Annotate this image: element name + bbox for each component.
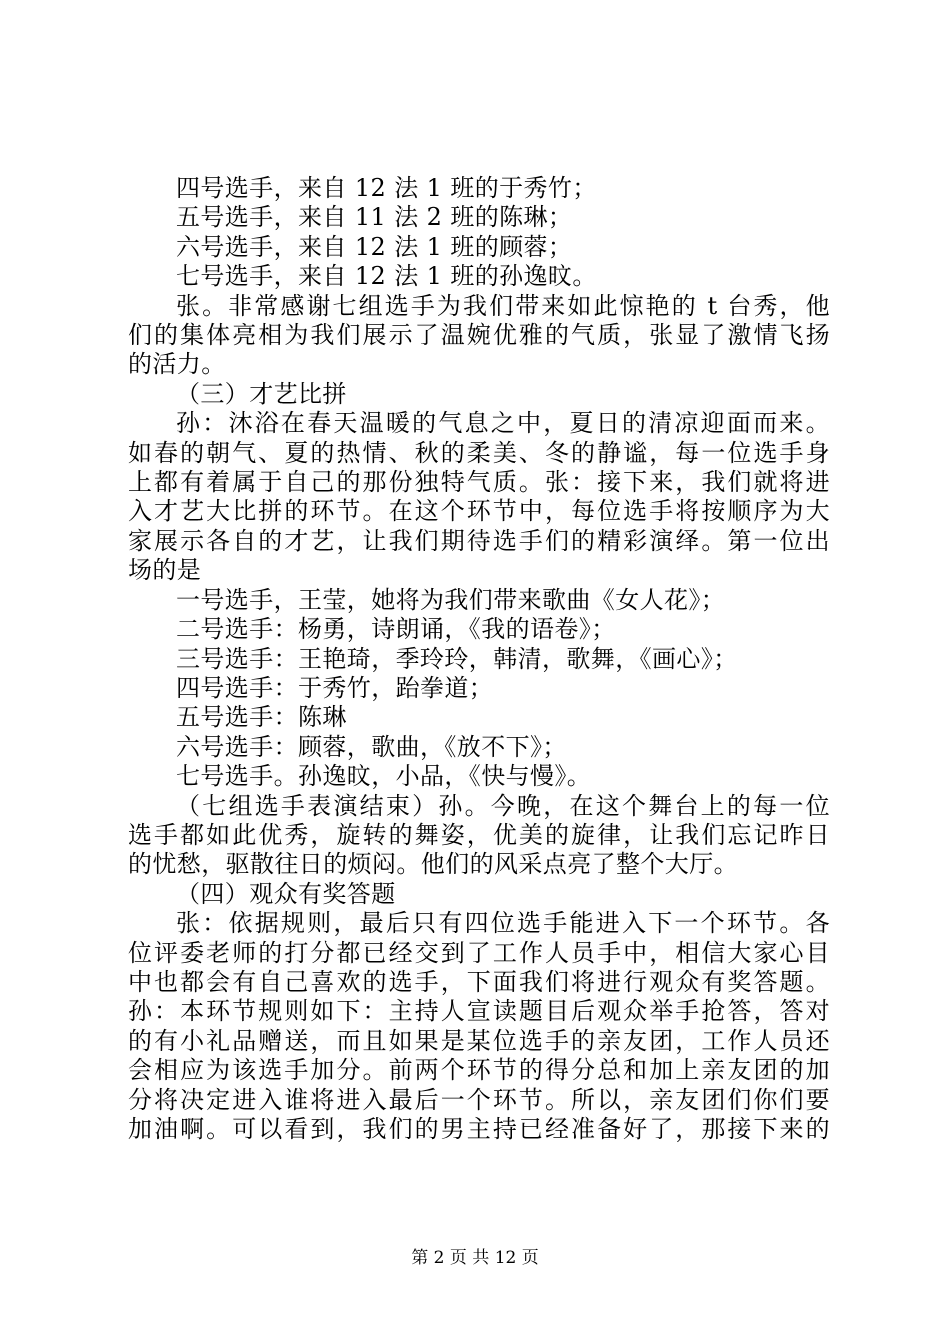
text-line: 五号选手，来自 11 法 2 班的陈琳； bbox=[176, 203, 573, 232]
text-line: 五号选手：陈琳 bbox=[176, 703, 347, 732]
text-line: 中也都会有自己喜欢的选手，下面我们将进行观众有奖答题。 bbox=[128, 967, 830, 996]
text-line: （四）观众有奖答题 bbox=[176, 879, 396, 908]
document-body bbox=[128, 174, 830, 1144]
text-line: 如春的朝气、夏的热情、秋的柔美、冬的静谧，每一位选手身 bbox=[128, 438, 830, 467]
page-footer: 第 2 页 共 12 页 bbox=[411, 1248, 539, 1268]
text-line: 的有小礼品赠送，而且如果是某位选手的亲友团，工作人员还 bbox=[128, 1026, 830, 1055]
text-line: 分将决定进入谁将进入最后一个环节。所以，亲友团们你们要 bbox=[128, 1085, 830, 1114]
text-line: 选手都如此优秀，旋转的舞姿，优美的旋律，让我们忘记昨日 bbox=[128, 820, 830, 849]
text-line: 会相应为该选手加分。前两个环节的得分总和加上亲友团的加 bbox=[128, 1056, 830, 1085]
text-line: 加油啊。可以看到，我们的男主持已经准备好了，那接下来的 bbox=[128, 1115, 830, 1143]
text-line: 七号选手，来自 12 法 1 班的孙逸旼。 bbox=[176, 262, 597, 291]
text-line: 四号选手，来自 12 法 1 班的于秀竹； bbox=[176, 174, 597, 202]
text-line: 入才艺大比拼的环节。在这个环节中，每位选手将按顺序为大 bbox=[128, 497, 830, 526]
text-line: 孙：沐浴在春天温暖的气息之中，夏日的清凉迎面而来。 bbox=[176, 409, 830, 438]
text-line: 张。非常感谢七组选手为我们带来如此惊艳的 t 台秀，他 bbox=[176, 291, 830, 320]
text-line: 张：依据规则，最后只有四位选手能进入下一个环节。各 bbox=[176, 909, 830, 938]
text-line: 四号选手：于秀竹，跆拳道； bbox=[176, 673, 494, 702]
text-line: 家展示各自的才艺，让我们期待选手们的精彩演绎。第一位出 bbox=[128, 526, 830, 555]
text-line: 孙：本环节规则如下：主持人宣读题目后观众举手抢答，答对 bbox=[128, 997, 830, 1026]
text-line: 六号选手：顾蓉，歌曲，《放不下》； bbox=[176, 732, 567, 761]
text-line: 二号选手：杨勇，诗朗诵，《我的语卷》； bbox=[176, 615, 616, 644]
text-line: 的活力。 bbox=[128, 350, 226, 379]
text-line: 六号选手，来自 12 法 1 班的顾蓉； bbox=[176, 232, 573, 261]
text-line: （三）才艺比拼 bbox=[176, 379, 347, 408]
text-line: 的忧愁，驱散往日的烦闷。他们的风采点亮了整个大厅。 bbox=[128, 850, 738, 879]
text-line: 上都有着属于自己的那份独特气质。张：接下来，我们就将进 bbox=[128, 468, 830, 497]
text-line: 们的集体亮相为我们展示了温婉优雅的气质，张显了激情飞扬 bbox=[128, 321, 830, 350]
text-line: 七号选手。孙逸旼，小品，《快与慢》。 bbox=[176, 762, 592, 791]
text-line: 一号选手，王莹，她将为我们带来歌曲《女人花》； bbox=[176, 585, 726, 614]
text-line: 位评委老师的打分都已经交到了工作人员手中，相信大家心目 bbox=[128, 938, 830, 967]
text-line: 场的是 bbox=[128, 556, 202, 585]
text-line: 三号选手：王艳琦，季玲玲，韩清，歌舞，《画心》； bbox=[176, 644, 738, 673]
text-line: （七组选手表演结束）孙。今晚，在这个舞台上的每一位 bbox=[176, 791, 830, 820]
